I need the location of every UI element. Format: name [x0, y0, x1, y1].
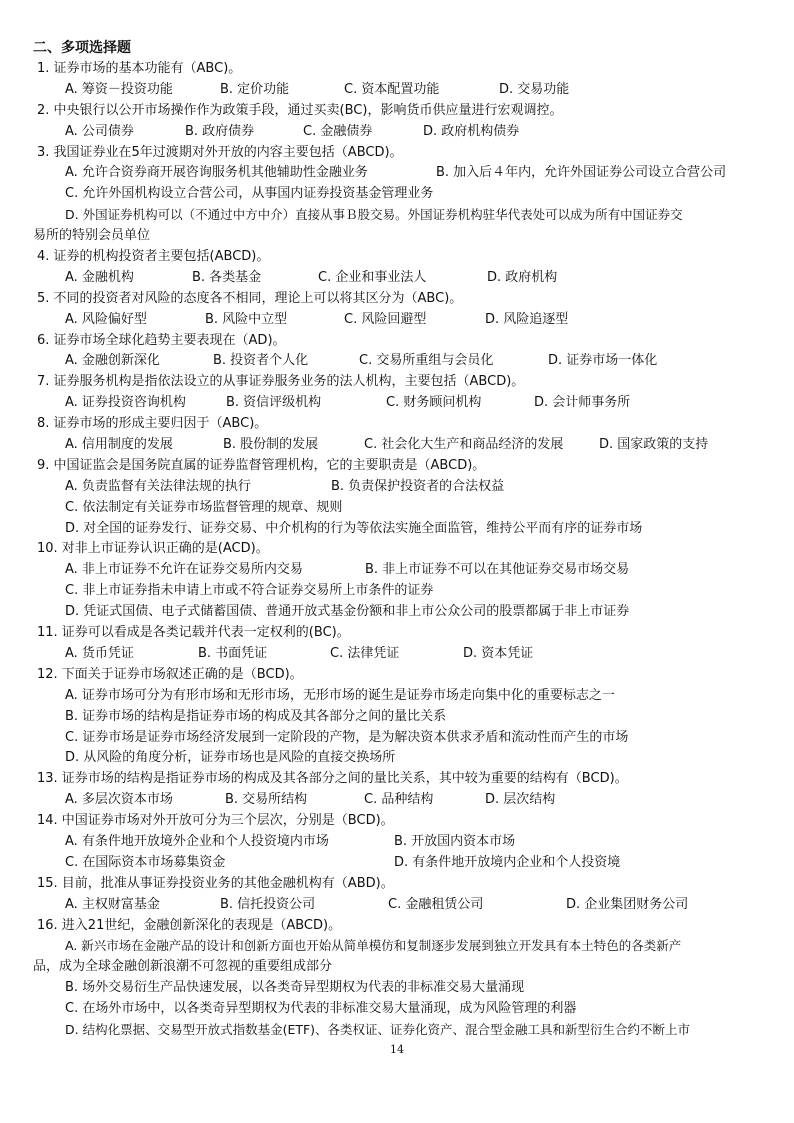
option-a-continuation: 品，成为全球金融创新浪潮不可忽视的重要组成部分	[33, 959, 333, 975]
question-stem: 3. 我国证券业在5年过渡期对外开放的内容主要包括（ABCD)。	[37, 144, 403, 160]
question-stem: 9. 中国证监会是国务院直属的证券监督管理机构，它的主要职责是（ABCD)。	[37, 457, 486, 473]
option-d: D. 证券市场一体化	[548, 353, 658, 369]
option-c: C. 企业和事业法人	[318, 269, 427, 285]
option-d: D. 结构化票据、交易型开放式指数基金(ETF)、各类权证、证券化资产、混合型金融工具和新型衍生合约不断上市	[65, 1021, 691, 1037]
option-line	[33, 999, 761, 1020]
option-a: A. 主权财富基金	[65, 896, 160, 912]
option-line	[33, 351, 761, 372]
option-line	[33, 310, 761, 331]
option-line	[33, 686, 761, 707]
option-c: C. 允许外国机构设立合营公司，从事国内证券投资基金管理业务	[65, 186, 434, 202]
question-stem: 5. 不同的投资者对风险的态度各不相同，理论上可以将其区分为（ABC)。	[37, 290, 463, 306]
option-line	[33, 435, 761, 456]
option-b: B. 资信评级机构	[226, 395, 322, 411]
option-a: A. 金融机构	[65, 269, 134, 285]
option-a: A. 证券投资咨询机构	[65, 395, 186, 411]
option-b: B. 负责保护投资者的合法权益	[331, 478, 505, 494]
option-line	[33, 184, 761, 205]
option-c: C. 在场外市场中，以各类奇异型期权为代表的非标准交易大量涌现，成为风险管理的利器	[65, 1001, 577, 1017]
option-c: C. 财务顾问机构	[386, 395, 482, 411]
option-line	[33, 895, 761, 916]
option-b: B. 股份制的发展	[223, 437, 319, 453]
option-line	[33, 163, 761, 184]
option-b: B. 定价功能	[220, 81, 290, 97]
page-number: 14	[390, 1043, 404, 1056]
option-line	[33, 80, 761, 101]
option-a: A. 信用制度的发展	[65, 437, 173, 453]
question-stem: 2. 中央银行以公开市场操作作为政策手段，通过买卖(BC)，影响货币供应量进行宏观调控。	[37, 102, 563, 118]
question-stem: 14. 中国证券市场对外开放可分为三个层次，分别是（BCD)。	[37, 813, 394, 829]
option-line	[33, 498, 761, 519]
option-d: D. 政府机构	[487, 269, 558, 285]
option-d: D. 资本凭证	[463, 645, 534, 661]
option-line	[33, 1020, 761, 1041]
question-stem: 16. 进入21世纪，金融创新深化的表现是（ABCD)。	[37, 917, 342, 933]
option-c: C. 法律凭证	[330, 645, 400, 661]
option-b: B. 投资者个人化	[213, 353, 309, 369]
option-d: D. 外国证券机构可以（不通过中方中介）直接从事Ｂ股交易。外国证券机构驻华代表处可以成为所有中国证券交	[65, 207, 683, 223]
question-stem: 4. 证券的机构投资者主要包括(ABCD)。	[37, 249, 270, 265]
option-a: A. 公司债券	[65, 123, 134, 139]
option-d: D. 从风险的角度分析，证券市场也是风险的直接交换场所	[65, 750, 396, 766]
option-line	[33, 560, 761, 581]
option-b: B. 交易所结构	[225, 792, 308, 808]
option-b: B. 风险中立型	[205, 311, 288, 327]
option-b: B. 书面凭证	[198, 645, 268, 661]
option-d: D. 凭证式国债、电子式储蓄国债、普通开放式基金份额和非上市公众公司的股票都属于非上市证券	[65, 604, 630, 620]
question-stem: 12. 下面关于证券市场叙述正确的是（BCD)。	[37, 666, 303, 682]
option-line	[33, 832, 761, 853]
option-d: D. 企业集团财务公司	[566, 896, 689, 912]
option-a: A. 负责监督有关法律法规的执行	[65, 478, 251, 494]
option-line	[33, 519, 761, 540]
option-line	[33, 393, 761, 414]
option-b: B. 政府债券	[185, 123, 255, 139]
option-c: C. 资本配置功能	[344, 81, 440, 97]
option-line	[33, 853, 761, 874]
question-stem: 1. 证券市场的基本功能有（ABC)。	[37, 61, 242, 76]
option-c: C. 在国际资本市场募集资金	[65, 854, 226, 870]
option-a: A. 筹资－投资功能	[65, 81, 173, 97]
option-line	[33, 581, 761, 602]
option-d: D. 国家政策的支持	[599, 437, 709, 453]
option-a: A. 新兴市场在金融产品的设计和创新方面也开始从简单模仿和复制逐步发展到独立开发具有本土特色的各类新产	[65, 938, 682, 954]
option-a: A. 证券市场可分为有形市场和无形市场，无形市场的诞生是证券市场走向集中化的重要标志之一	[65, 687, 615, 703]
option-c: C. 风险回避型	[344, 311, 427, 327]
option-d: D. 会计师事务所	[534, 395, 631, 411]
option-line	[33, 748, 761, 769]
question-stem: 7. 证券服务机构是指依法设立的从事证券服务业务的法人机构，主要包括（ABCD)。	[37, 374, 525, 390]
option-b: B. 各类基金	[192, 269, 262, 285]
option-b: B. 加入后４年内，允许外国证券公司设立合营公司	[436, 165, 727, 181]
option-c: C. 社会化大生产和商品经济的发展	[364, 437, 564, 453]
option-b: B. 信托投资公司	[220, 896, 316, 912]
option-d: D. 对全国的证券发行、证券交易、中介机构的行为等依法实施全面监管，维持公平而有序的证券市场	[65, 520, 643, 536]
question-stem: 11. 证券可以看成是各类记载并代表一定权利的(BC)。	[37, 625, 350, 641]
option-a: A. 金融创新深化	[65, 353, 160, 369]
option-b: B. 证券市场的结构是指证券市场的构成及其各部分之间的量比关系	[65, 708, 447, 724]
option-c: C. 证券市场是证券市场经济发展到一定阶段的产物，是为解决资本供求矛盾和流动性而产生的市场	[65, 729, 629, 745]
option-b: B. 非上市证券不可以在其他证券交易市场交易	[365, 562, 630, 578]
option-c: C. 交易所重组与会员化	[359, 353, 494, 369]
option-d: D. 有条件地开放境内企业和个人投资境	[394, 854, 621, 870]
question-stem: 8. 证券市场的形成主要归因于（ABC)。	[37, 416, 268, 432]
question-stem: 13. 证券市场的结构是指证券市场的构成及其各部分之间的量比关系，其中较为重要的结构有（BCD)。	[37, 771, 628, 787]
option-line	[33, 122, 761, 143]
option-d: D. 层次结构	[485, 792, 556, 808]
option-c: C. 依法制定有关证券市场监督管理的规章、规则	[65, 499, 343, 515]
section-title: 二、多项选择题	[33, 40, 131, 56]
option-line	[33, 477, 761, 498]
option-c: C. 品种结构	[364, 792, 434, 808]
option-a: A. 风险偏好型	[65, 311, 147, 327]
option-line	[33, 936, 761, 957]
option-b: B. 场外交易衍生产品快速发展，以各类奇异型期权为代表的非标准交易大量涌现	[65, 980, 525, 996]
question-list	[33, 38, 761, 1041]
question-stem: 15. 目前，批准从事证券投资业务的其他金融机构有（ABD)。	[37, 875, 394, 891]
option-line	[33, 268, 761, 289]
option-line	[33, 644, 761, 665]
option-a: A. 允许合资券商开展咨询服务机其他辅助性金融业务	[65, 165, 368, 181]
option-line	[33, 707, 761, 728]
option-d-continuation: 易所的特别会员单位	[33, 228, 151, 244]
option-a: A. 多层次资本市场	[65, 792, 173, 808]
option-line	[33, 978, 761, 999]
question-stem: 6. 证券市场全球化趋势主要表现在（AD)。	[37, 332, 286, 348]
option-b: B. 开放国内资本市场	[394, 833, 516, 849]
option-line	[33, 728, 761, 749]
option-a: A. 货币凭证	[65, 645, 134, 661]
option-d: D. 政府机构债券	[423, 123, 520, 139]
option-c: C. 金融租赁公司	[388, 896, 484, 912]
option-a: A. 有条件地开放境外企业和个人投资境内市场	[65, 833, 329, 849]
option-line	[33, 602, 761, 623]
option-c: C. 金融债券	[303, 123, 373, 139]
option-line	[33, 205, 761, 226]
option-d: D. 风险追逐型	[485, 311, 569, 327]
question-stem: 10. 对非上市证券认识正确的是(ACD)。	[37, 541, 269, 557]
option-a: A. 非上市证券不允许在证券交易所内交易	[65, 562, 303, 578]
option-c: C. 非上市证券指未申请上市或不符合证券交易所上市条件的证券	[65, 583, 434, 599]
option-line	[33, 790, 761, 811]
option-d: D. 交易功能	[499, 81, 570, 97]
